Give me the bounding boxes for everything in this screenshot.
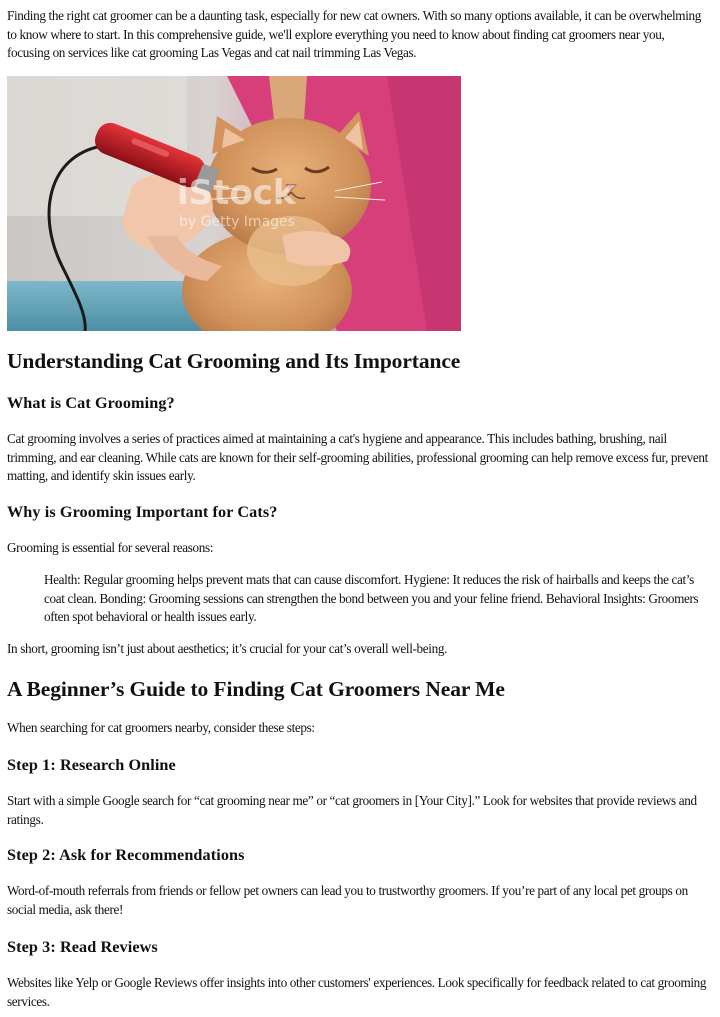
- step1-paragraph: Start with a simple Google search for “cat grooming near me” or “cat groomers in [Your City].” Look for websites that provide reviews and ratings.: [7, 793, 697, 827]
- step1-heading: Step 1: Research Online: [7, 756, 176, 774]
- what-is-grooming-paragraph: Cat grooming involves a series of practices aimed at maintaining a cat's hygiene and appearance. This includes bathing, brushing, nail trimming, and ear cleaning. While cats are known for their self-grooming abilities, professional grooming can help remove excess fur, prevent matting, and identify skin issues early.: [7, 431, 708, 483]
- step2-heading: Step 2: Ask for Recommendations: [7, 846, 245, 864]
- watermark-sub: by Getty Images: [179, 214, 295, 230]
- intro-paragraph: Finding the right cat groomer can be a daunting task, especially for new cat owners. With so many options available, it can be overwhelming to know where to start. In this comprehensive guide, we'll explore everything you need to know about finding cat groomers near you, focusing on services like cat grooming Las Vegas and cat nail trimming Las Vegas.: [7, 8, 701, 60]
- why-grooming-intro: Grooming is essential for several reasons:: [7, 540, 214, 555]
- section1-heading: Understanding Cat Grooming and Its Importance: [7, 349, 461, 373]
- what-is-grooming-heading: What is Cat Grooming?: [7, 394, 175, 412]
- step2-paragraph: Word-of-mouth referrals from friends or fellow pet owners can lead you to trustworthy groomers. If you’re part of any local pet groups on social media, ask there!: [7, 883, 688, 917]
- why-grooming-heading: Why is Grooming Important for Cats?: [7, 503, 278, 521]
- watermark-main: iStock: [177, 173, 296, 213]
- step3-paragraph: Websites like Yelp or Google Reviews offer insights into other customers' experiences. Look specifically for feedback related to cat grooming services.: [7, 975, 707, 1009]
- section2-intro: When searching for cat groomers nearby, consider these steps:: [7, 720, 315, 735]
- reasons-blockquote: Health: Regular grooming helps prevent mats that can cause discomfort. Hygiene: It reduces the risk of hairballs and keeps the cat’s coat clean. Bonding: Grooming sessions can strengthen the bond between you and your feline friend. Behavioral Insights: Groomers often spot behavioral or health issues early.: [44, 572, 699, 624]
- section2-heading: A Beginner’s Guide to Finding Cat Groomers Near Me: [7, 677, 505, 701]
- step3-heading: Step 3: Read Reviews: [7, 938, 158, 956]
- grooming-summary: In short, grooming isn’t just about aesthetics; it’s crucial for your cat’s overall well-being.: [7, 641, 448, 656]
- cat-grooming-photo: [7, 76, 461, 331]
